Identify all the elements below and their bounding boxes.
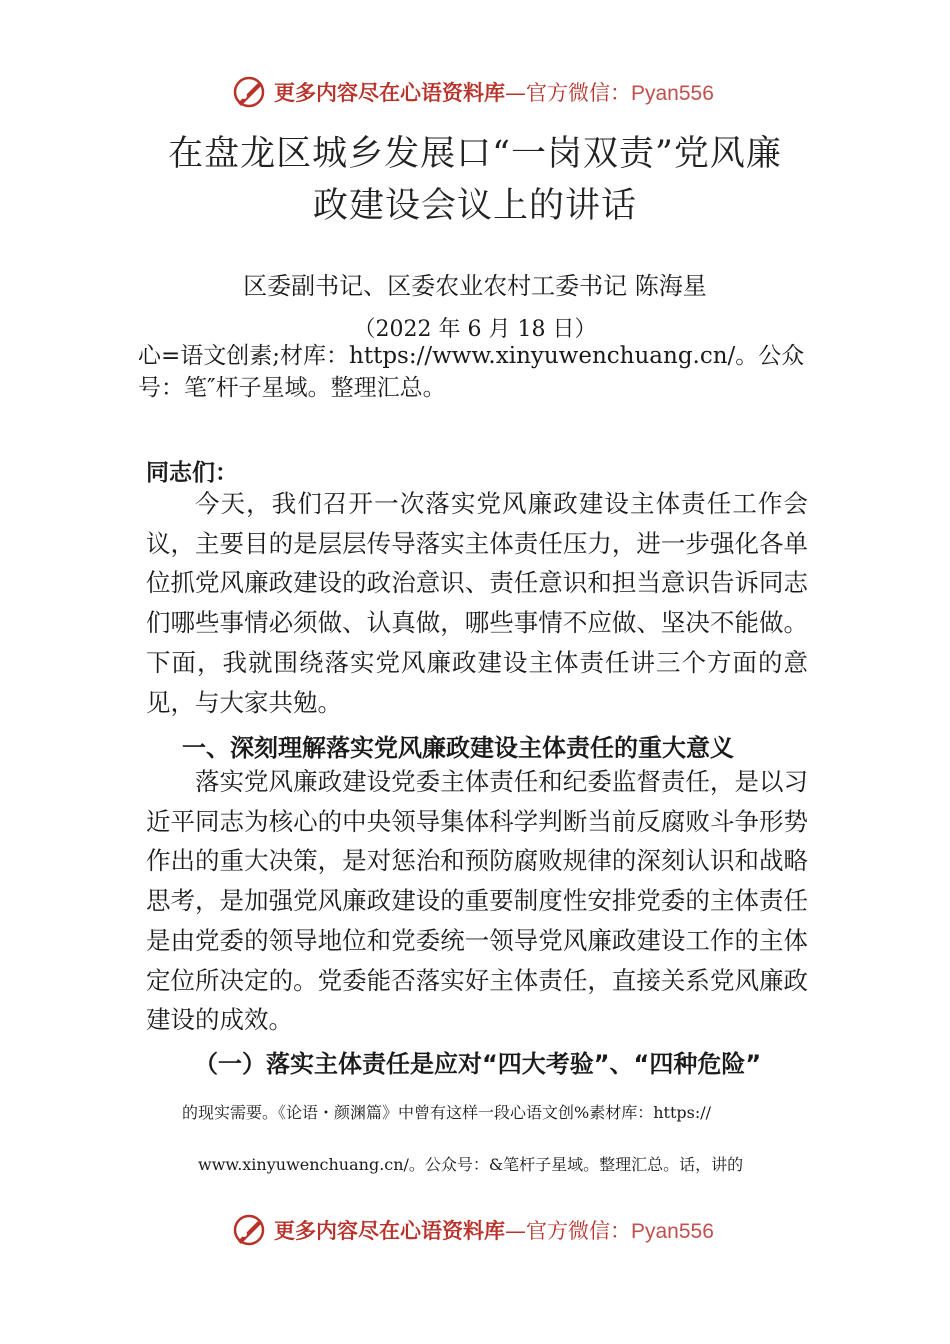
banner-sub-text: —官方微信： <box>505 81 631 105</box>
banner-sub-text: —官方微信： <box>505 1219 631 1243</box>
banner-wechat-id: Pyan556 <box>631 1220 714 1243</box>
banner-main-text: 更多内容尽在心语资料库 <box>274 1219 505 1243</box>
date-line: （2022 年 6 月 18 日） <box>353 317 597 342</box>
banner-text <box>274 1215 714 1245</box>
banner-text <box>274 77 714 107</box>
banner-main-text: 更多内容尽在心语资料库 <box>274 81 505 105</box>
section-heading-1: 一、深刻理解落实党风廉政建设主体责任的重大意义 <box>182 734 734 762</box>
document-title <box>120 128 830 232</box>
watermark-banner-top <box>232 70 732 114</box>
banner-wechat-id: Pyan556 <box>631 82 714 105</box>
paragraph-section-1: 落实党风廉政建设党委主体责任和纪委监督责任，是以习近平同志为核心的中央领导集体科学判断当前反腐败斗争形势作出的重大决策，是对惩治和预防腐败规律的深刻认识和战略思考，是加强党风廉政建设的重要制度性安排党委的主体责任是由党委的领导地位和党委统一领导党风廉政建设工作的主体定位所决定的。党委能否落实好主体责任，直接关系党风廉政建设的成效。 <box>146 767 808 1035</box>
title-line-1: 在盘龙区城乡发展口“一岗双责”党风廉 <box>168 134 782 174</box>
source-note: 心=语文创素;材库：https://www.xinyuwenchuang.cn/。公众号：笔″杆子星域。整理汇总。 <box>138 343 805 401</box>
pen-logo-icon <box>232 75 266 109</box>
watermark-banner-bottom <box>232 1208 732 1252</box>
title-line-2: 政建设会议上的讲话 <box>312 186 637 226</box>
author-line: 区委副书记、区委农业农村工委书记 陈海星 <box>243 272 707 300</box>
paragraph-intro: 今天，我们召开一次落实党风廉政建设主体责任工作会议，主要目的是层层传导落实主体责任压力，进一步强化各单位抓党风廉政建设的政治意识、责任意识和担当意识告诉同志们哪些事情必须做、认真做，哪些事情不应做、坚决不能做。下面，我就围绕落实党风廉政建设主体责任讲三个方面的意见，与大家共勉。 <box>146 489 808 717</box>
pen-logo-icon <box>232 1213 266 1247</box>
greeting: 同志们： <box>146 460 238 486</box>
subsection-heading-1: （一）落实主体责任是应对“四大考验”、“四种危险” <box>194 1050 762 1078</box>
small-text-line-2: www.xinyuwenchuang.cn/。公众号：&笔杆子星域。整理汇总。话，讲的 <box>198 1155 744 1174</box>
small-text-line-1: 的现实需要。《论语・颜渊篇》中曾有这样一段心语文创%素材库：https:// <box>182 1103 711 1122</box>
